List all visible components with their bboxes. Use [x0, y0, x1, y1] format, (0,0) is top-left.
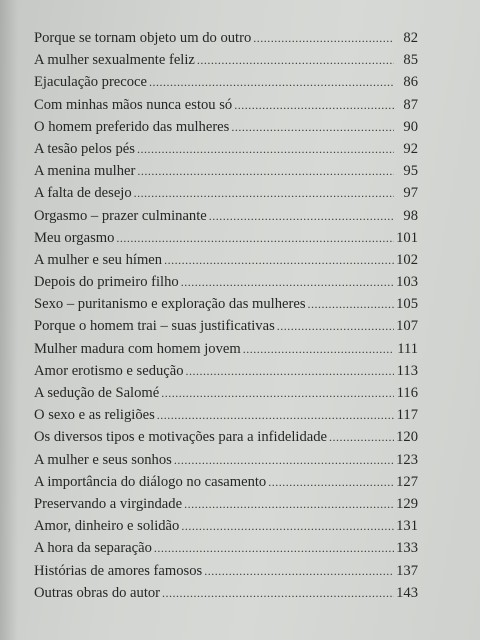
toc-entry — [34, 71, 418, 93]
toc-entry-title: Porque o homem trai – suas justificativas — [34, 318, 275, 335]
toc-entry — [34, 382, 418, 404]
toc-entry-page-number: 82 — [403, 30, 418, 46]
toc-entry-page-number: 116 — [396, 385, 418, 401]
toc-entry — [34, 338, 418, 360]
dot-leader — [162, 582, 394, 604]
dot-leader — [204, 560, 394, 582]
toc-entry-title: A importância do diálogo no casamento — [34, 473, 267, 490]
dot-leader — [174, 449, 394, 471]
toc-entry — [34, 94, 418, 116]
dot-leader — [181, 271, 394, 293]
toc-entry-title: Orgasmo – prazer culminante — [34, 207, 207, 224]
toc-entry-title: Ejaculação precoce — [34, 74, 148, 91]
dot-leader — [164, 249, 394, 271]
dot-leader — [243, 338, 394, 360]
toc-entry-page-number: 97 — [403, 185, 418, 202]
toc-entry-title: Os diversos tipos e motivações para a infidelidade — [34, 429, 328, 446]
toc-entry — [34, 426, 418, 448]
dot-leader — [329, 426, 394, 448]
toc-entry-page-number: 107 — [396, 318, 418, 335]
page-shadow — [0, 0, 18, 640]
toc-entry-title: A falta de desejo — [34, 185, 132, 202]
toc-entry-page-number: 102 — [396, 251, 418, 268]
toc-entry-title: Histórias de amores famosos — [34, 562, 203, 579]
dot-leader — [157, 404, 394, 426]
toc-entry-title: A mulher e seu hímen — [34, 251, 163, 268]
toc-entry-page-number: 101 — [396, 229, 418, 246]
toc-entry-page-number: 120 — [396, 429, 418, 446]
dot-leader — [186, 360, 394, 382]
toc-entry-page-number: 92 — [403, 140, 418, 157]
toc-entry-page-number: 131 — [396, 518, 418, 535]
toc-entry-title: A mulher e seus sonhos — [34, 451, 172, 468]
toc-entry — [34, 271, 418, 293]
toc-entry-title: A sedução de Salomé — [34, 385, 160, 401]
toc-entry-title: Meu orgasmo — [34, 229, 115, 246]
toc-entry-page-number: 95 — [403, 163, 418, 180]
dot-leader — [277, 315, 394, 337]
dot-leader — [181, 515, 394, 537]
toc-entry-page-number: 111 — [397, 340, 418, 357]
dot-leader — [134, 182, 394, 204]
toc-entry-page-number: 127 — [396, 473, 418, 490]
toc-entry-title: Outras obras do autor — [34, 584, 161, 601]
toc-entry — [34, 471, 418, 493]
toc-entry — [34, 138, 418, 160]
toc-entry — [34, 293, 418, 315]
dot-leader — [234, 94, 394, 116]
toc-entry-page-number: 87 — [403, 96, 418, 113]
toc-entry-page-number: 103 — [396, 274, 418, 291]
dot-leader — [197, 49, 394, 71]
toc-entry-title: Porque se tornam objeto um do outro — [34, 30, 252, 46]
toc-entry — [34, 582, 418, 604]
dot-leader — [137, 138, 394, 160]
toc-entry — [34, 449, 418, 471]
toc-entry-title: Mulher madura com homem jovem — [34, 340, 241, 357]
dot-leader — [154, 537, 394, 559]
toc-entry-title: Com minhas mãos nunca estou só — [34, 96, 233, 113]
toc-entry-page-number: 86 — [403, 74, 418, 91]
dot-leader — [149, 71, 394, 93]
toc-entry — [34, 49, 418, 71]
table-of-contents — [34, 27, 418, 604]
toc-entry-title: Depois do primeiro filho — [34, 274, 179, 291]
toc-entry-page-number: 113 — [396, 362, 418, 379]
toc-entry-title: A tesão pelos pés — [34, 140, 135, 157]
toc-entry — [34, 249, 418, 271]
toc-entry-title: A hora da separação — [34, 540, 152, 557]
dot-leader — [137, 160, 394, 182]
toc-entry — [34, 205, 418, 227]
toc-entry — [34, 227, 418, 249]
toc-entry — [34, 315, 418, 337]
dot-leader — [268, 471, 394, 493]
toc-entry-page-number: 117 — [396, 407, 418, 424]
toc-entry-title: Amor erotismo e sedução — [34, 362, 184, 379]
toc-entry — [34, 27, 418, 49]
toc-entry-title: O sexo e as religiões — [34, 407, 155, 424]
toc-entry-title: A menina mulher — [34, 163, 136, 180]
dot-leader — [308, 293, 394, 315]
dot-leader — [116, 227, 394, 249]
toc-entry-page-number: 85 — [403, 52, 418, 69]
dot-leader — [184, 493, 394, 515]
dot-leader — [161, 382, 394, 404]
toc-entry — [34, 404, 418, 426]
dot-leader — [209, 205, 394, 227]
dot-leader — [253, 27, 394, 49]
toc-entry-page-number: 137 — [396, 562, 418, 579]
toc-entry-title: A mulher sexualmente feliz — [34, 52, 195, 69]
toc-entry — [34, 116, 418, 138]
toc-entry-page-number: 98 — [403, 207, 418, 224]
toc-entry-page-number: 90 — [403, 118, 418, 135]
toc-entry-title: O homem preferido das mulheres — [34, 118, 230, 135]
toc-entry — [34, 537, 418, 559]
toc-entry-page-number: 105 — [396, 296, 418, 313]
toc-entry-page-number: 143 — [396, 584, 418, 601]
toc-entry — [34, 560, 418, 582]
toc-entry — [34, 160, 418, 182]
toc-entry-page-number: 129 — [396, 495, 418, 512]
toc-entry-title: Preservando a virgindade — [34, 495, 183, 512]
toc-entry-page-number: 133 — [396, 540, 418, 557]
toc-entry-title: Sexo – puritanismo e exploração das mulheres — [34, 296, 306, 313]
toc-entry — [34, 182, 418, 204]
toc-entry — [34, 493, 418, 515]
toc-entry-title: Amor, dinheiro e solidão — [34, 518, 180, 535]
dot-leader — [231, 116, 394, 138]
toc-entry-page-number: 123 — [396, 451, 418, 468]
toc-entry — [34, 515, 418, 537]
toc-entry — [34, 360, 418, 382]
